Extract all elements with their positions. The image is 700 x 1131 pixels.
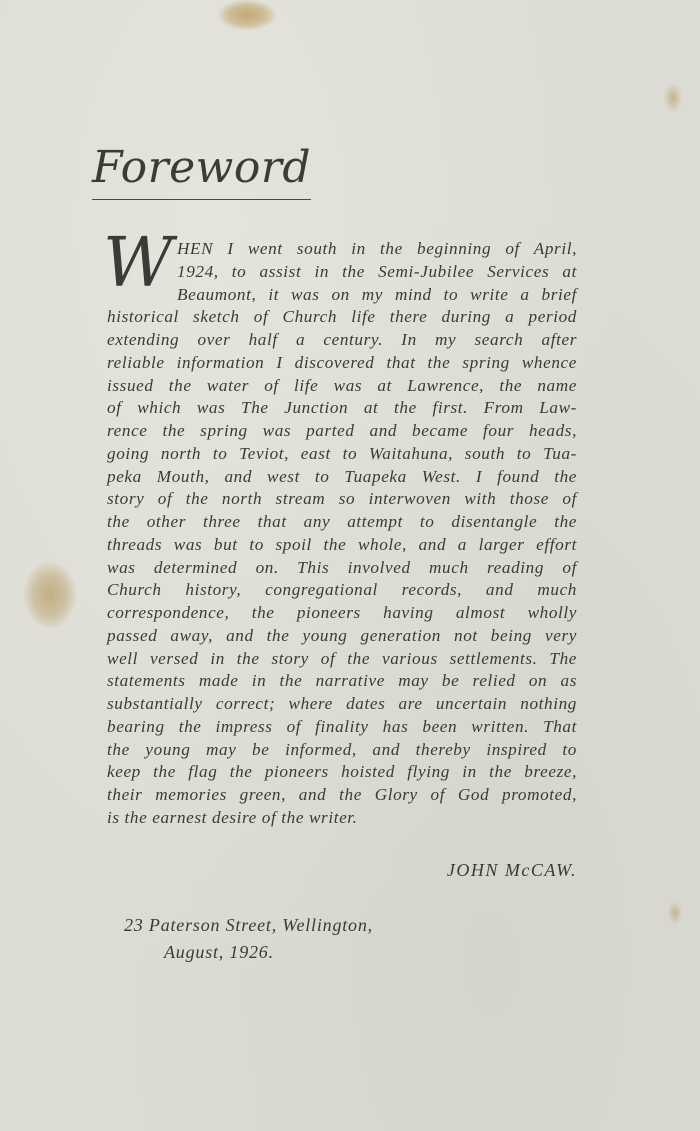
page-title: Foreword <box>92 138 311 200</box>
body-line: the other three that any attempt to disentangle the <box>107 512 577 531</box>
body-line: rence the spring was parted and became four heads, <box>107 421 577 440</box>
body-line: going north to Teviot, east to Waitahuna, south to Tua- <box>107 443 577 463</box>
body-line: correspondence, the pioneers having almost wholly <box>107 603 577 622</box>
body-line: the young may be informed, and thereby inspired to <box>107 739 577 759</box>
body-line: historical sketch of Church life there during a period <box>107 307 577 327</box>
body-line: is the earnest desire of the writer. <box>107 807 358 827</box>
address-street: 23 Paterson Street, Wellington, <box>124 915 373 935</box>
body-line: reliable information I discovered that the spring whence <box>107 352 577 372</box>
body-line: keep the flag the pioneers hoisted flying in the breeze, <box>107 762 577 782</box>
body-line: bearing the impress of finality has been written. That <box>107 716 577 736</box>
paper-stain <box>24 562 76 628</box>
address-date: August, 1926. <box>164 942 274 962</box>
body-line: was determined on. This involved much reading of <box>107 557 577 577</box>
body-line: their memories green, and the Glory of God promoted, <box>107 785 577 804</box>
address-block <box>124 912 373 966</box>
paper-stain <box>664 84 682 112</box>
body-line: 1924, to assist in the Semi-Jubilee Services at <box>177 261 577 281</box>
body-line: story of the north stream so interwoven with those of <box>107 489 577 509</box>
foreword-body <box>107 238 577 830</box>
author-signature: JOHN McCAW. <box>446 860 577 880</box>
paper-stain <box>668 902 682 924</box>
body-line: extending over half a century. In my search after <box>107 330 577 349</box>
body-line: statements made in the narrative may be relied on as <box>107 671 577 691</box>
body-line: passed away, and the young generation not being very <box>107 625 577 645</box>
drop-cap: W <box>103 224 173 303</box>
body-line: Beaumont, it was on my mind to write a brief <box>177 284 577 304</box>
body-line: substantially correct; where dates are uncertain nothing <box>107 694 577 713</box>
paper-stain <box>218 0 276 30</box>
body-line: of which was The Junction at the first. From Law- <box>107 398 577 418</box>
body-line: threads was but to spoil the whole, and a larger effort <box>107 534 577 554</box>
body-line: issued the water of life was at Lawrence, the name <box>107 375 577 395</box>
body-line: peka Mouth, and west to Tuapeka West. I found the <box>107 466 577 486</box>
body-line: HEN I went south in the beginning of April, <box>177 239 577 258</box>
body-line: well versed in the story of the various settlements. The <box>107 648 577 668</box>
body-line: Church history, congregational records, and much <box>107 580 577 600</box>
